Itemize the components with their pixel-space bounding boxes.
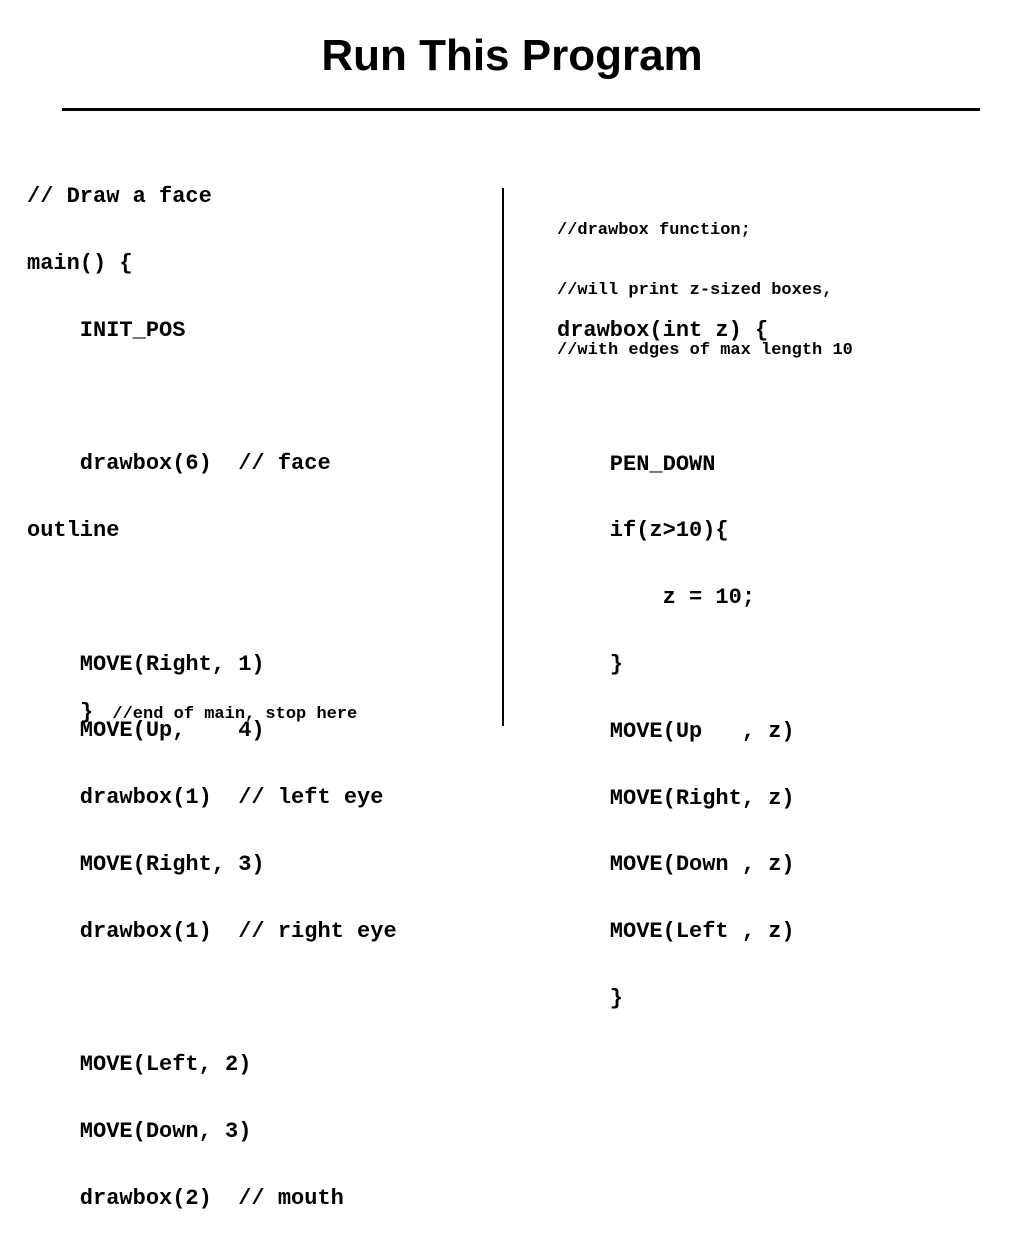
slide-title: Run This Program: [321, 31, 703, 80]
function-comment-line: //with edges of max length 10: [557, 341, 853, 360]
code-line-if: if(z>10){: [557, 518, 729, 544]
code-line-comment: // Draw a face: [27, 184, 212, 209]
code-line-init-pos: INIT_POS: [27, 317, 186, 343]
main-code-block: [27, 146, 397, 1233]
title-underline: [62, 108, 980, 111]
code-line-pen-down: PEN_DOWN: [557, 451, 716, 477]
code-line-main: main() {: [27, 250, 133, 276]
code-line-drawbox-right-eye: drawbox(1) // right eye: [27, 918, 397, 944]
code-line-blank: [27, 984, 397, 1015]
code-line-move-left: MOVE(Left, 2): [27, 1052, 252, 1078]
code-line-drawbox-face: drawbox(6) // face: [27, 451, 331, 477]
code-line-close-function: }: [557, 985, 624, 1011]
code-line-drawbox-signature: drawbox(int z) {: [557, 318, 769, 343]
main-end-line: [80, 700, 357, 725]
code-line-outline: outline: [27, 517, 120, 543]
code-line-drawbox-mouth: drawbox(2) // mouth: [27, 1185, 344, 1211]
code-line-move-right: MOVE(Right, 3): [27, 851, 265, 877]
code-line-move-down: MOVE(Down, 3): [27, 1119, 252, 1145]
code-line-blank: [557, 383, 795, 414]
main-end-brace: }: [80, 700, 94, 725]
function-comment-line: //will print z-sized boxes,: [557, 281, 833, 300]
code-line-move-right: MOVE(Right, z): [557, 785, 795, 811]
function-comment-line: //drawbox function;: [557, 221, 751, 240]
code-line-blank: [27, 583, 397, 614]
code-line-blank: [27, 382, 397, 413]
code-line-assign: z = 10;: [557, 585, 756, 611]
drawbox-code-block: [557, 280, 795, 1033]
code-line-move-left: MOVE(Left , z): [557, 919, 795, 945]
code-line-drawbox-left-eye: drawbox(1) // left eye: [27, 785, 384, 811]
code-line-move-up: MOVE(Up , z): [557, 718, 795, 744]
code-line-move-up: MOVE(Up, 4): [27, 718, 265, 744]
code-line-move-down: MOVE(Down , z): [557, 852, 795, 878]
main-end-comment: //end of main, stop here: [112, 705, 358, 724]
code-line-close-if: }: [557, 651, 624, 677]
column-divider: [502, 188, 504, 726]
code-line-move-right: MOVE(Right, 1): [27, 651, 265, 677]
